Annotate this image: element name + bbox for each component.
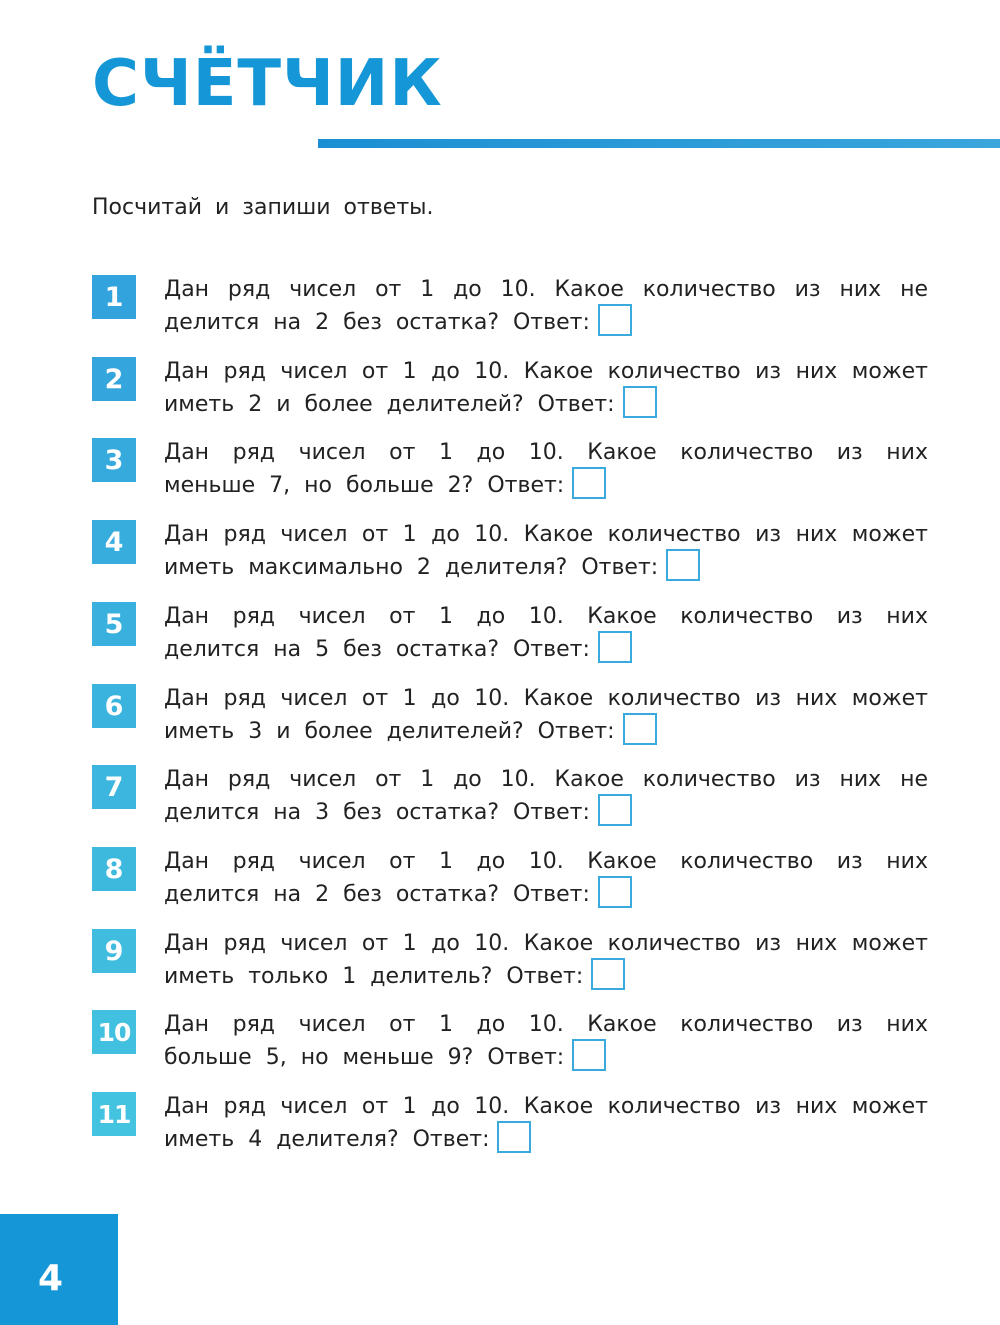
task-number-badge: 8 <box>92 847 136 891</box>
answer-box[interactable] <box>623 713 657 745</box>
task-number-badge: 6 <box>92 684 136 728</box>
task-text-wrap <box>164 1008 928 1074</box>
task-text: Дан ряд чисел от 1 до 10. Какое количество из них может иметь 4 делителя? Ответ: <box>164 1094 928 1152</box>
task-text-wrap <box>164 518 928 584</box>
answer-box[interactable] <box>572 1039 606 1071</box>
task-text-wrap <box>164 763 928 829</box>
task-text: Дан ряд чисел от 1 до 10. Какое количество из них может иметь только 1 делитель? Ответ: <box>164 931 928 989</box>
task-text: Дан ряд чисел от 1 до 10. Какое количество из них может иметь максимально 2 делителя? Ответ: <box>164 522 928 580</box>
answer-box[interactable] <box>623 386 657 418</box>
task-text-wrap <box>164 436 928 502</box>
answer-box[interactable] <box>598 631 632 663</box>
task-text-wrap <box>164 1090 928 1156</box>
task-item <box>92 273 928 343</box>
page-title: СЧЁТЧИК <box>92 47 443 121</box>
title-underline <box>318 139 1000 148</box>
answer-box[interactable] <box>497 1121 531 1153</box>
task-number-badge: 9 <box>92 929 136 973</box>
task-number-badge: 3 <box>92 438 136 482</box>
answer-box[interactable] <box>598 876 632 908</box>
answer-box[interactable] <box>598 794 632 826</box>
task-number-badge: 10 <box>92 1010 136 1054</box>
answer-box[interactable] <box>591 958 625 990</box>
task-text: Дан ряд чисел от 1 до 10. Какое количество из них делится на 5 без остатка? Ответ: <box>164 604 928 662</box>
task-item <box>92 682 928 752</box>
answer-box[interactable] <box>598 304 632 336</box>
task-text: Дан ряд чисел от 1 до 10. Какое количество из них меньше 7, но больше 2? Ответ: <box>164 440 928 498</box>
task-item <box>92 1008 928 1078</box>
task-number-badge: 5 <box>92 602 136 646</box>
task-text: Дан ряд чисел от 1 до 10. Какое количество из них больше 5, но меньше 9? Ответ: <box>164 1012 928 1070</box>
answer-box[interactable] <box>666 549 700 581</box>
task-number-badge: 4 <box>92 520 136 564</box>
answer-box[interactable] <box>572 467 606 499</box>
task-text-wrap <box>164 600 928 666</box>
task-item <box>92 763 928 833</box>
task-text: Дан ряд чисел от 1 до 10. Какое количество из них не делится на 2 без остатка? Ответ: <box>164 277 928 335</box>
task-item <box>92 436 928 506</box>
task-number-badge: 7 <box>92 765 136 809</box>
task-item <box>92 927 928 997</box>
task-item <box>92 845 928 915</box>
task-number-badge: 2 <box>92 357 136 401</box>
task-item <box>92 355 928 425</box>
task-text-wrap <box>164 355 928 421</box>
task-item <box>92 518 928 588</box>
task-text-wrap <box>164 682 928 748</box>
page-number: 4 <box>38 1258 64 1299</box>
task-text-wrap <box>164 927 928 993</box>
instruction-text: Посчитай и запиши ответы. <box>92 195 434 220</box>
task-number-badge: 1 <box>92 275 136 319</box>
task-number-badge: 11 <box>92 1092 136 1136</box>
task-text-wrap <box>164 845 928 911</box>
task-text: Дан ряд чисел от 1 до 10. Какое количество из них не делится на 3 без остатка? Ответ: <box>164 767 928 825</box>
task-text: Дан ряд чисел от 1 до 10. Какое количество из них может иметь 2 и более делителей? Ответ: <box>164 359 928 417</box>
task-item <box>92 1090 928 1160</box>
task-text: Дан ряд чисел от 1 до 10. Какое количество из них может иметь 3 и более делителей? Ответ: <box>164 686 928 744</box>
task-text: Дан ряд чисел от 1 до 10. Какое количество из них делится на 2 без остатка? Ответ: <box>164 849 928 907</box>
task-text-wrap <box>164 273 928 339</box>
task-item <box>92 600 928 670</box>
